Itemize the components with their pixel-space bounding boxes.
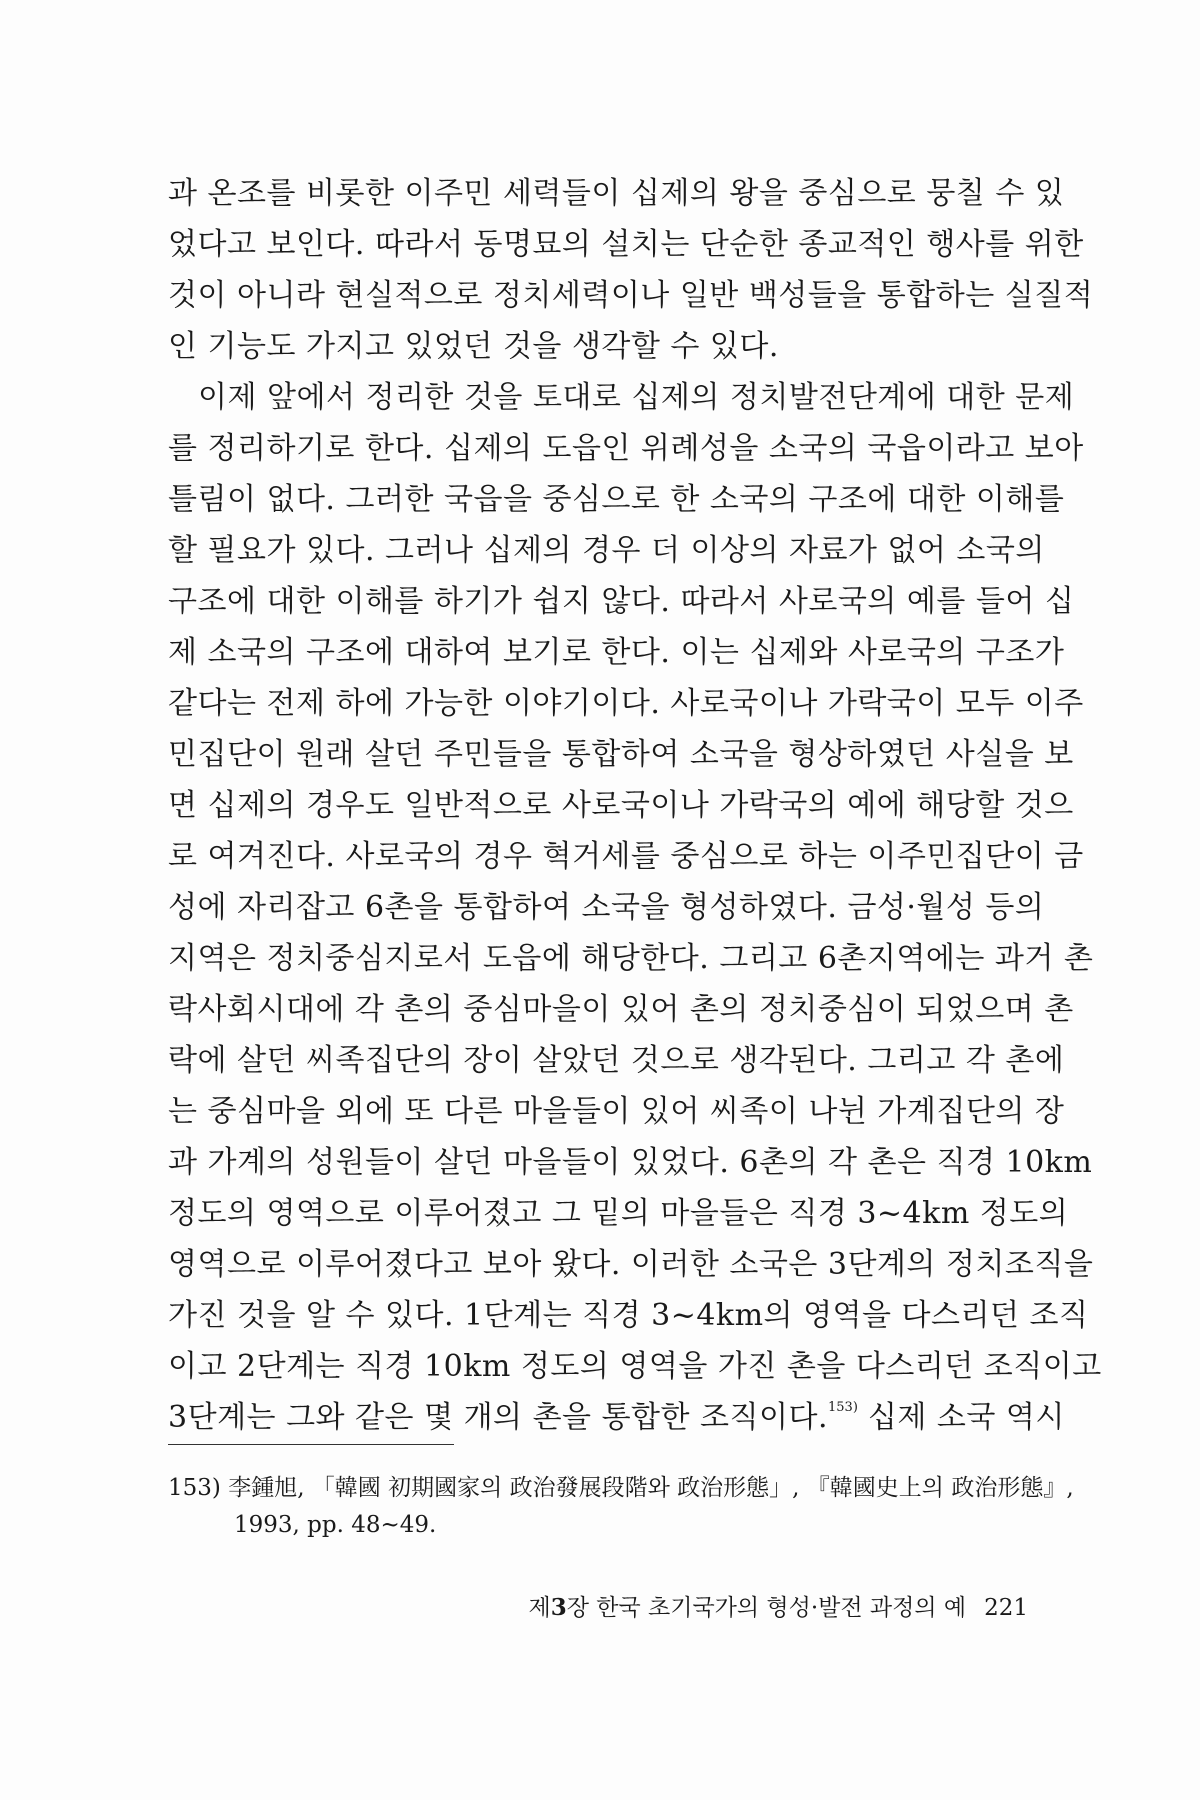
body-line: 로 여겨진다. 사로국의 경우 혁거세를 중심으로 하는 이주민집단이 금: [168, 839, 1084, 874]
footer-prefix: 제: [528, 1595, 551, 1621]
chapter-title: 장 한국 초기국가의 형성·발전 과정의 예: [566, 1595, 967, 1621]
footnote-reference[interactable]: 153): [828, 1400, 858, 1415]
body-line: 성에 자리잡고 6촌을 통합하여 소국을 형성하였다. 금성·월성 등의: [168, 890, 1045, 925]
body-line: 가진 것을 알 수 있다. 1단계는 직경 3~4km의 영역을 다스리던 조직: [168, 1298, 1089, 1333]
page-number: 221: [984, 1595, 1028, 1621]
body-line: 정도의 영역으로 이루어졌고 그 밑의 마을들은 직경 3~4km 정도의: [168, 1196, 1069, 1231]
footnote-number: 153): [168, 1475, 221, 1501]
body-line: 락에 살던 씨족집단의 장이 살았던 것으로 생각된다. 그리고 각 촌에: [168, 1043, 1065, 1078]
body-line-tail: 십제 소국 역시: [857, 1400, 1065, 1435]
body-line: 인 기능도 가지고 있었던 것을 생각할 수 있다.: [168, 329, 779, 364]
body-line: 이고 2단계는 직경 10km 정도의 영역을 가진 촌을 다스리던 조직이고: [168, 1349, 1102, 1384]
body-text: [168, 168, 1102, 1443]
body-line: 를 정리하기로 한다. 십제의 도읍인 위례성을 소국의 국읍이라고 보아: [168, 431, 1084, 466]
footnote-citation: 李鍾旭, 「韓國 初期國家의 政治發展段階와 政治形態」, 『韓國史上의 政治形態』,: [228, 1475, 1074, 1501]
body-line: 영역으로 이루어졌다고 보아 왔다. 이러한 소국은 3단계의 정치조직을: [168, 1247, 1094, 1282]
body-line: 과 온조를 비롯한 이주민 세력들이 십제의 왕을 중심으로 뭉칠 수 있: [168, 176, 1065, 211]
body-line-text: 3단계는 그와 같은 몇 개의 촌을 통합한 조직이다.: [168, 1400, 828, 1435]
footnote: [168, 1470, 1074, 1544]
body-line: 락사회시대에 각 촌의 중심마을이 있어 촌의 정치중심이 되었으며 촌: [168, 992, 1074, 1027]
body-line: 민집단이 원래 살던 주민들을 통합하여 소국을 형상하였던 사실을 보: [168, 737, 1074, 772]
body-line: 같다는 전제 하에 가능한 이야기이다. 사로국이나 가락국이 모두 이주: [168, 686, 1084, 721]
body-line: 틀림이 없다. 그러한 국읍을 중심으로 한 소국의 구조에 대한 이해를: [168, 482, 1065, 517]
body-line-with-footnote: [168, 1392, 1065, 1443]
body-line: 지역은 정치중심지로서 도읍에 해당한다. 그리고 6촌지역에는 과거 촌: [168, 941, 1094, 976]
body-line: 과 가계의 성원들이 살던 마을들이 있었다. 6촌의 각 촌은 직경 10km: [168, 1145, 1093, 1180]
body-line: 면 십제의 경우도 일반적으로 사로국이나 가락국의 예에 해당할 것으: [168, 788, 1074, 823]
body-line: 는 중심마을 외에 또 다른 마을들이 있어 씨족이 나뉜 가계집단의 장: [168, 1094, 1065, 1129]
footnote-line: [168, 1470, 1074, 1507]
body-line: 었다고 보인다. 따라서 동명묘의 설치는 단순한 종교적인 행사를 위한: [168, 227, 1084, 262]
running-footer: [529, 1593, 1029, 1623]
footnote-line-continuation: 1993, pp. 48~49.: [234, 1512, 437, 1538]
body-line: 할 필요가 있다. 그러나 십제의 경우 더 이상의 자료가 없어 소국의: [168, 533, 1045, 568]
body-line: 이제 앞에서 정리한 것을 토대로 십제의 정치발전단계에 대한 문제: [198, 380, 1075, 415]
body-line: 것이 아니라 현실적으로 정치세력이나 일반 백성들을 통합하는 실질적: [168, 278, 1094, 313]
footnote-divider: [168, 1444, 454, 1445]
body-line: 제 소국의 구조에 대하여 보기로 한다. 이는 십제와 사로국의 구조가: [168, 635, 1065, 670]
chapter-number: 3: [550, 1594, 567, 1621]
body-line: 구조에 대한 이해를 하기가 쉽지 않다. 따라서 사로국의 예를 들어 십: [168, 584, 1075, 619]
